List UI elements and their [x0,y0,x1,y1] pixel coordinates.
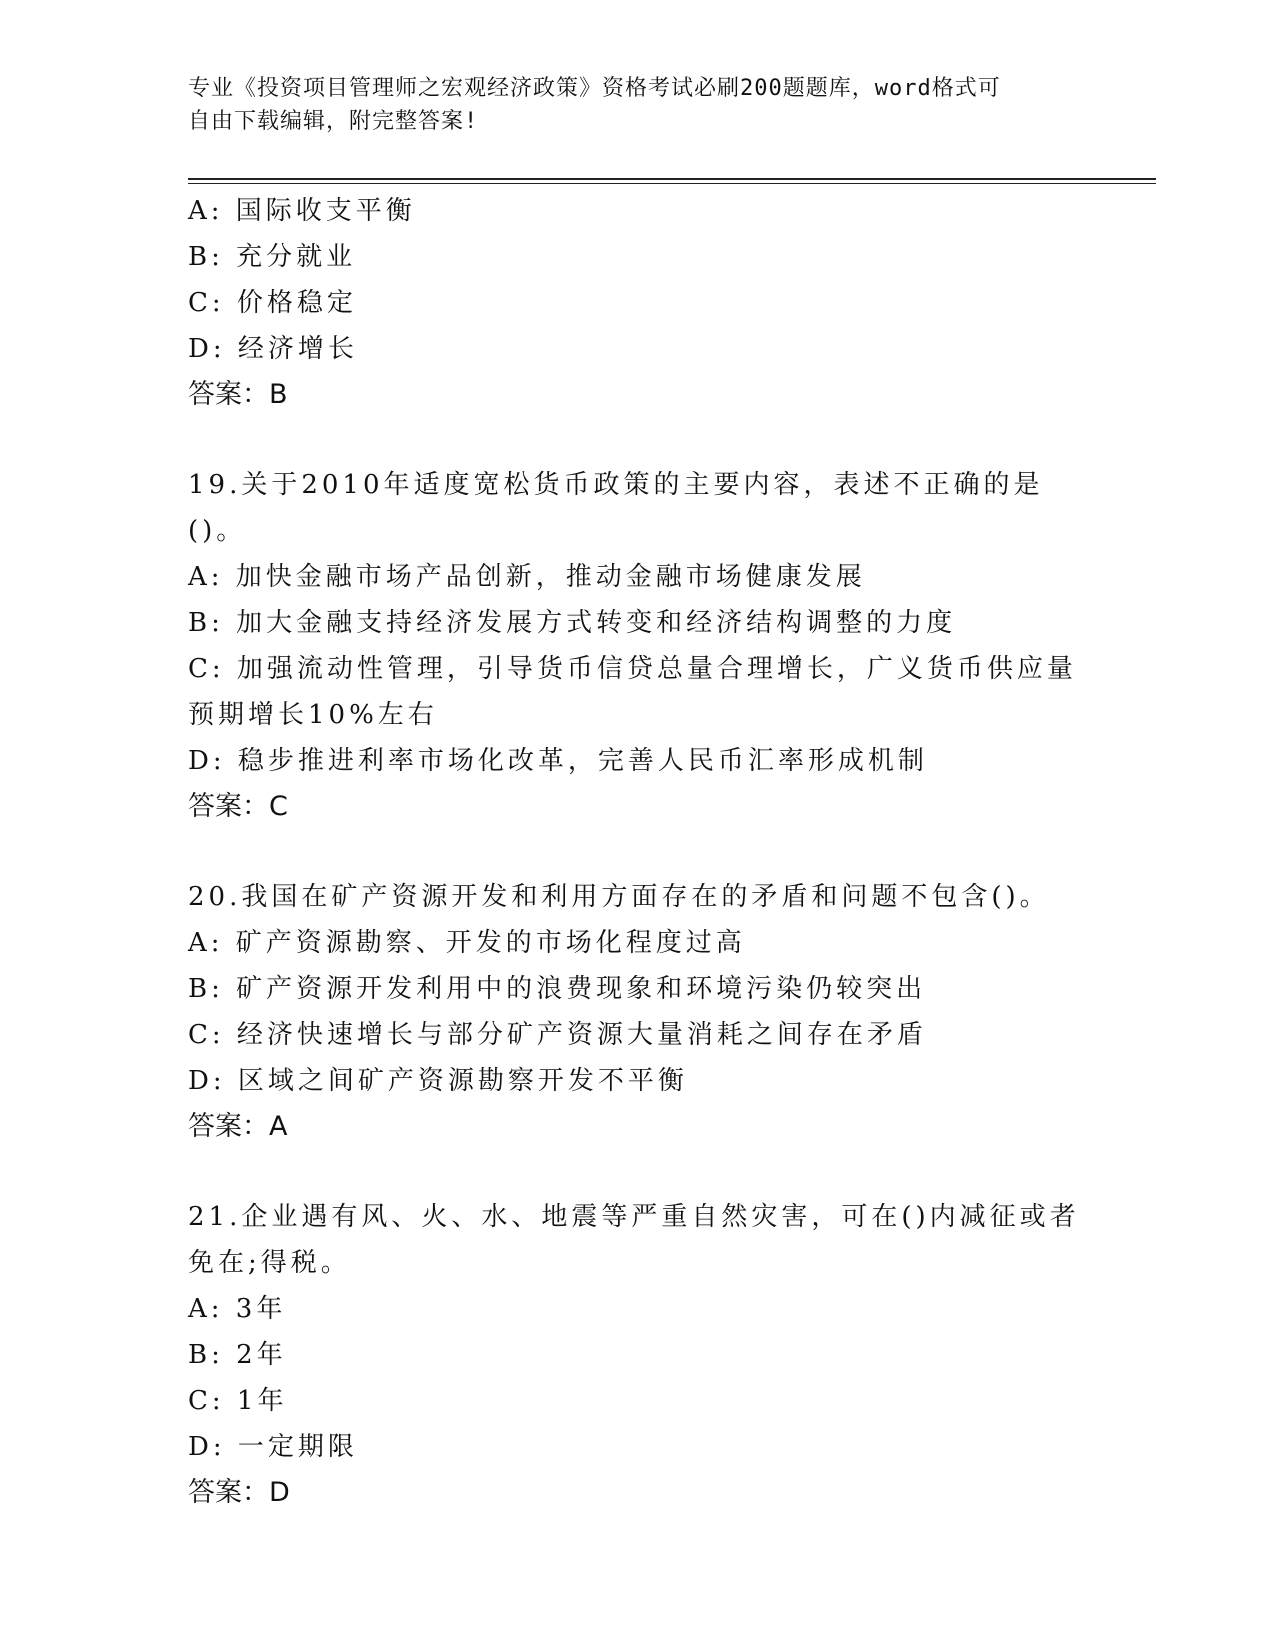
option-a: A: 矿产资源勘察、开发的市场化程度过高 [188,928,746,958]
option-a: A: 加快金融市场产品创新，推动金融市场健康发展 [188,562,866,592]
header-line-1: 专业《投资项目管理师之宏观经济政策》资格考试必刷200题题库，word格式可 [188,76,1001,101]
question-text: 21.企业遇有风、火、水、地震等严重自然灾害，可在()内减征或者免在;得税。 [188,1202,1080,1278]
question-block-18 [188,188,1088,418]
answer-line: 答案：A [188,1111,288,1142]
question-text: 20.我国在矿产资源开发和利用方面存在的矛盾和问题不包含()。 [188,882,1050,912]
header-line-2: 自由下载编辑，附完整答案! [188,109,479,134]
option-a: A: 国际收支平衡 [188,196,416,226]
option-c: C: 加强流动性管理，引导货币信贷总量合理增长，广义货币供应量预期增长10%左右 [188,654,1077,730]
question-block-21 [188,1194,1088,1516]
question-list [188,188,1088,1516]
option-b: B: 加大金融支持经济发展方式转变和经济结构调整的力度 [188,608,957,638]
option-c: C: 经济快速增长与部分矿产资源大量消耗之间存在矛盾 [188,1020,927,1050]
question-block-20 [188,874,1088,1150]
answer-line: 答案：C [188,791,288,822]
option-b: B: 2年 [188,1340,287,1370]
option-c: C: 价格稳定 [188,288,357,318]
option-d: D: 经济增长 [188,334,358,364]
option-d: D: 一定期限 [188,1432,358,1462]
question-block-19 [188,462,1088,830]
answer-line: 答案：D [188,1477,290,1508]
option-b: B: 充分就业 [188,242,357,272]
option-d: D: 区域之间矿产资源勘察开发不平衡 [188,1066,688,1096]
option-c: C: 1年 [188,1386,288,1416]
question-text: 19.关于2010年适度宽松货币政策的主要内容，表述不正确的是()。 [188,470,1044,546]
option-a: A: 3年 [188,1294,287,1324]
option-d: D: 稳步推进利率市场化改革，完善人民币汇率形成机制 [188,746,928,776]
answer-line: 答案：B [188,379,288,410]
header-divider-thin [188,183,1156,184]
document-header [188,72,1088,138]
option-b: B: 矿产资源开发利用中的浪费现象和环境污染仍较突出 [188,974,927,1004]
header-divider-thick [188,178,1156,180]
